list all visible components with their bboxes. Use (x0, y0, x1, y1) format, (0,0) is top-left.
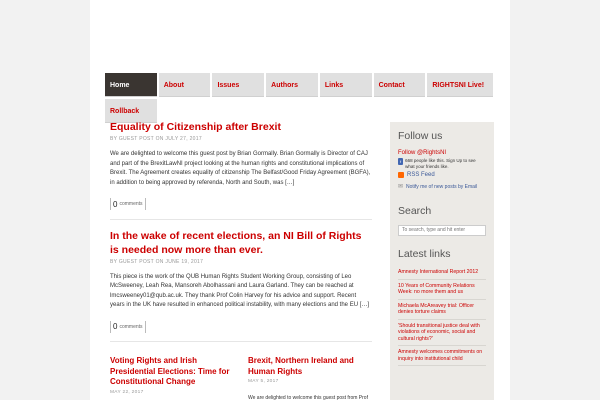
post-title[interactable]: Voting Rights and Irish Presidential Elections: Time for Constitutional Change (110, 356, 230, 386)
latest-link-item[interactable]: Amnesty welcomes commitments on inquiry into institutional child (398, 346, 486, 366)
latest-link-item[interactable]: Amnesty International Report 2012 (398, 266, 486, 280)
comments-link[interactable] (110, 198, 146, 210)
nav-issues[interactable]: Issues (212, 73, 264, 97)
comment-count: 0 (113, 322, 118, 331)
comments-link[interactable] (110, 321, 146, 333)
post-meta: BY GUEST POST ON JUNE 19, 2017 (110, 258, 204, 265)
comment-count: 0 (113, 199, 118, 209)
comment-label: comments (119, 323, 143, 330)
post (110, 120, 372, 220)
rss-feed-link[interactable] (398, 172, 486, 178)
post-excerpt: We are delighted to welcome this guest post from Prof (248, 395, 368, 400)
sidebar (390, 122, 494, 400)
nav-contact[interactable]: Contact (374, 73, 426, 97)
page-background-left (0, 0, 90, 400)
nav-about[interactable]: About (159, 73, 211, 97)
latest-link-item[interactable]: 10 Years of Community Relations Week: no more them and us (398, 280, 486, 300)
facebook-like-text: 668 people like this. Sign Up to see what your friends like. (405, 158, 476, 169)
mail-icon: ✉ (398, 184, 404, 190)
email-label: Notify me of new posts by Email (406, 184, 478, 190)
nav-authors[interactable]: Authors (266, 73, 318, 97)
search-heading: Search (398, 204, 432, 217)
post-divider (110, 341, 372, 342)
rss-icon (398, 172, 404, 178)
post-divider (110, 219, 372, 220)
facebook-like-icon[interactable]: f (400, 159, 402, 164)
nav-links[interactable]: Links (320, 73, 372, 97)
post-title[interactable]: Brexit, Northern Ireland and Human Rights (248, 356, 354, 376)
latest-links-heading: Latest links (398, 248, 451, 260)
twitter-follow-link[interactable]: Follow @RightsNI (398, 150, 447, 156)
latest-links-list (398, 266, 486, 366)
post-meta: MAY 5, 2017 (248, 379, 279, 384)
email-subscribe-link[interactable] (398, 184, 486, 191)
post (110, 229, 372, 343)
latest-link-item[interactable]: Michaela McAreavey trial: Officer denies torture claims (398, 300, 486, 320)
search-input[interactable] (398, 225, 486, 236)
facebook-like-widget[interactable] (398, 158, 486, 169)
latest-link-item[interactable]: 'Should transitional justice deal with violations of economic, social and cultural rights?' (398, 320, 486, 347)
follow-heading: Follow us (398, 130, 443, 142)
post (248, 356, 372, 400)
post-columns (110, 356, 372, 400)
post (110, 356, 234, 400)
site-header (90, 0, 510, 70)
post-meta: BY GUEST POST ON JULY 27, 2017 (110, 136, 202, 142)
post-meta: MAY 22, 2017 (110, 389, 144, 395)
post-excerpt: This piece is the work of the QUB Human Rights Student Working Group, consisting of Leo McSweeney, Leah Rea, Mansoreh Abolhassani and Laura Garland. They can be reached at lmcsweeney01@qub.ac.uk. They thank Prof Colin Harvey for his advice and support. Recent years in the UK have resulted in enhanced political instability, with many elections and the EU […] (110, 273, 370, 308)
post-title[interactable]: Equality of Citizenship after Brexit (110, 121, 281, 133)
nav-rightsni-live[interactable]: RIGHTSNI Live! (427, 73, 493, 97)
main-navigation (105, 73, 495, 123)
comment-label: comments (119, 201, 143, 207)
rss-label: RSS Feed (407, 172, 435, 178)
post-list (110, 120, 372, 400)
post-excerpt: We are delighted to welcome this guest post by Brian Gormally. Brian Gormally is Director of CAJ and part of the BrexitLawNI project looking at the human rights and constitutional implications of Brexit. The Agreement creates equality of citizenship The Belfast/Good Friday Agreement (BGFA), in addition to being approved by referenda, North and South, was […] (110, 151, 371, 186)
post-title[interactable]: In the wake of recent elections, an NI Bill of Rights is needed now more than ever. (110, 229, 362, 256)
nav-home[interactable]: Home (105, 73, 157, 97)
nav-rollback[interactable]: Rollback (105, 99, 157, 123)
